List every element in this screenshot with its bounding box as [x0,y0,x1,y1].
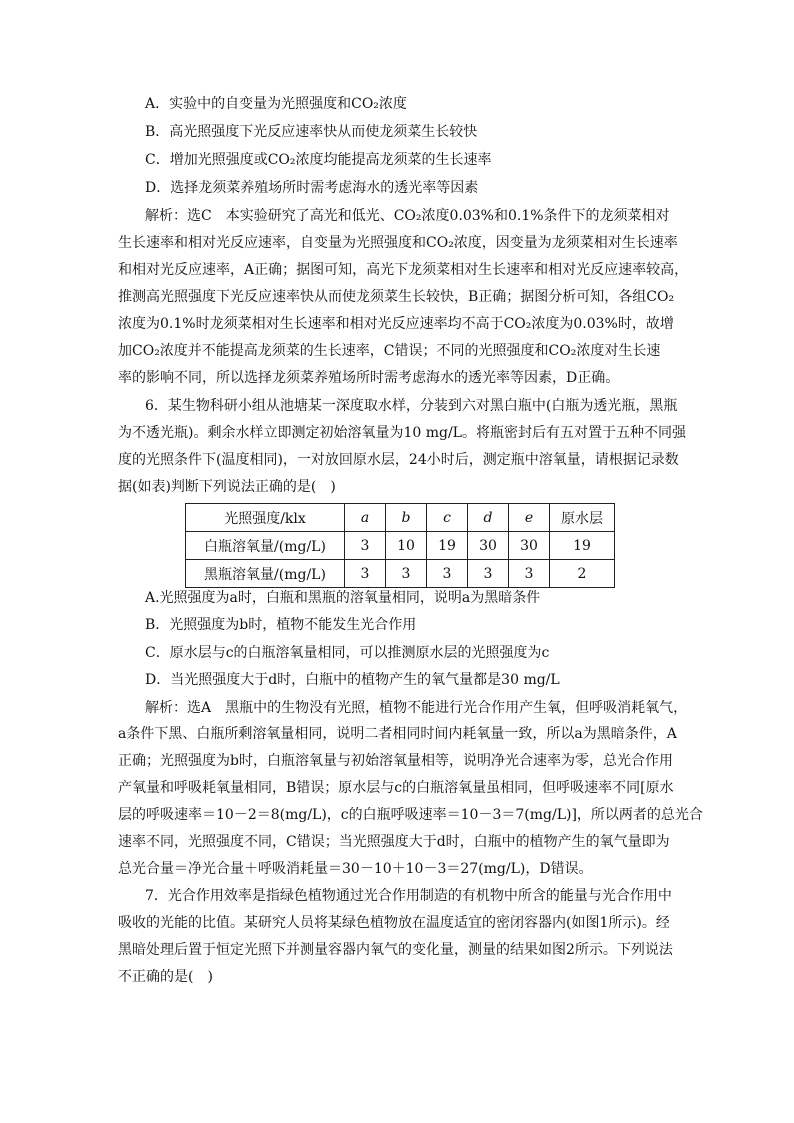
q5-analysis-line: 浓度为0.1%时龙须菜相对生长速率和相对光反应速率均不高于CO₂浓度为0.03%时，故增 [118,316,674,332]
q6-stem-line: 据(如表)判断下列说法正确的是( ) [118,479,336,495]
oxygen-data-table [185,503,615,588]
table-header-cell: c [427,504,468,532]
q6-option-d: D．当光照强度大于d时，白瓶中的植物产生的氧气量都是30 mg/L [145,672,560,688]
q6-option-c: C．原水层与c的白瓶溶氧量相同，可以推测原水层的光照强度为c [145,645,550,661]
table-cell: 10 [386,532,427,560]
q6-analysis-line: 产氧量和呼吸耗氧量相同，B错误；原水层与c的白瓶溶氧量虽相同，但呼吸速率不同[原水 [118,780,674,796]
table-cell: 3 [386,560,427,588]
q6-option-a: A.光照强度为a时，白瓶和黑瓶的溶氧量相同，说明a为黑暗条件 [145,590,541,606]
q6-analysis-line: 总光合量＝净光合量＋呼吸消耗量＝30－10＋10－3＝27(mg/L)，D错误。 [118,861,593,877]
table-cell: 19 [427,532,468,560]
q5-analysis-line: 解析：选C 本实验研究了高光和低光、CO₂浓度0.03%和0.1%条件下的龙须菜相对 [145,208,670,224]
q6-option-b: B．光照强度为b时，植物不能发生光合作用 [145,617,417,633]
q7-stem-line: 7．光合作用效率是指绿色植物通过光合作用制造的有机物中所含的能量与光合作用中 [145,888,672,904]
q6-analysis-line: 速率不同，光照强度不同，C错误；当光照强度大于d时，白瓶中的植物产生的氧气量即为 [118,834,670,850]
table-header-cell: d [468,504,509,532]
table-header-cell: 光照强度/klx [186,504,345,532]
table-row [186,532,615,560]
q6-analysis-line: 解析：选A 黑瓶中的生物没有光照，植物不能进行光合作用产生氧，但呼吸消耗氧气， [145,700,688,716]
table-header-cell: a [345,504,386,532]
q6-analysis-line: a条件下黑、白瓶所剩溶氧量相同，说明二者相同时间内耗氧量一致，所以a为黑暗条件，A [118,726,677,742]
table-cell: 3 [468,560,509,588]
table-header-cell: 原水层 [550,504,615,532]
q7-stem-line: 不正确的是( ) [118,969,213,985]
table-cell: 2 [550,560,615,588]
table-cell: 19 [550,532,615,560]
table-header-cell: e [509,504,550,532]
table-cell: 30 [468,532,509,560]
table-cell: 黑瓶溶氧量/(mg/L) [186,560,345,588]
table-cell: 白瓶溶氧量/(mg/L) [186,532,345,560]
table-cell: 30 [509,532,550,560]
q5-analysis-line: 生长速率和相对光反应速率，自变量为光照强度和CO₂浓度，因变量为龙须菜相对生长速率 [118,235,678,251]
q6-stem-line: 6．某生物科研小组从池塘某一深度取水样，分装到六对黑白瓶中(白瓶为透光瓶，黑瓶 [145,398,678,414]
q5-analysis-line: 推测高光照强度下光反应速率快从而使龙须菜生长较快，B正确；据图分析可知，各组CO₂ [118,289,675,305]
table-cell: 3 [345,560,386,588]
table-header-cell: b [386,504,427,532]
q5-option-b: B．高光照强度下光反应速率快从而使龙须菜生长较快 [145,124,478,140]
q5-analysis-line: 加CO₂浓度并不能提高龙须菜的生长速率，C错误；不同的光照强度和CO₂浓度对生长速 [118,343,661,359]
q5-option-d: D．选择龙须菜养殖场所时需考虑海水的透光率等因素 [145,180,479,196]
q6-analysis-line: 正确；光照强度为b时，白瓶溶氧量与初始溶氧量相等，说明净光合速率为零，总光合作用 [118,753,673,769]
q5-option-a: A．实验中的自变量为光照强度和CO₂浓度 [145,96,407,112]
q5-analysis-line: 和相对光反应速率，A正确；据图可知，高光下龙须菜相对生长速率和相对光反应速率较高， [118,262,689,278]
table-cell: 3 [509,560,550,588]
q7-stem-line: 吸收的光能的比值。某研究人员将某绿色植物放在温度适宜的密闭容器内(如图1所示)。经 [118,915,670,931]
q6-stem-line: 度的光照条件下(温度相同)，一对放回原水层，24小时后，测定瓶中溶氧量，请根据记录数 [118,452,679,468]
q6-analysis-line: 层的呼吸速率＝10－2＝8(mg/L)，c的白瓶呼吸速率＝10－3＝7(mg/L)]，所以两者的总光合 [118,807,703,823]
table-cell: 3 [345,532,386,560]
q7-stem-line: 黑暗处理后置于恒定光照下并测量容器内氧气的变化量，测量的结果如图2所示。下列说法 [118,942,673,958]
table-cell: 3 [427,560,468,588]
q6-stem-line: 为不透光瓶)。剩余水样立即测定初始溶氧量为10 mg/L。将瓶密封后有五对置于五种不同强 [118,425,686,441]
table-header-row [186,504,615,532]
q5-option-c: C．增加光照强度或CO₂浓度均能提高龙须菜的生长速率 [145,152,492,168]
table-row [186,560,615,588]
q5-analysis-line: 率的影响不同，所以选择龙须菜养殖场所时需考虑海水的透光率等因素，D正确。 [118,370,620,386]
